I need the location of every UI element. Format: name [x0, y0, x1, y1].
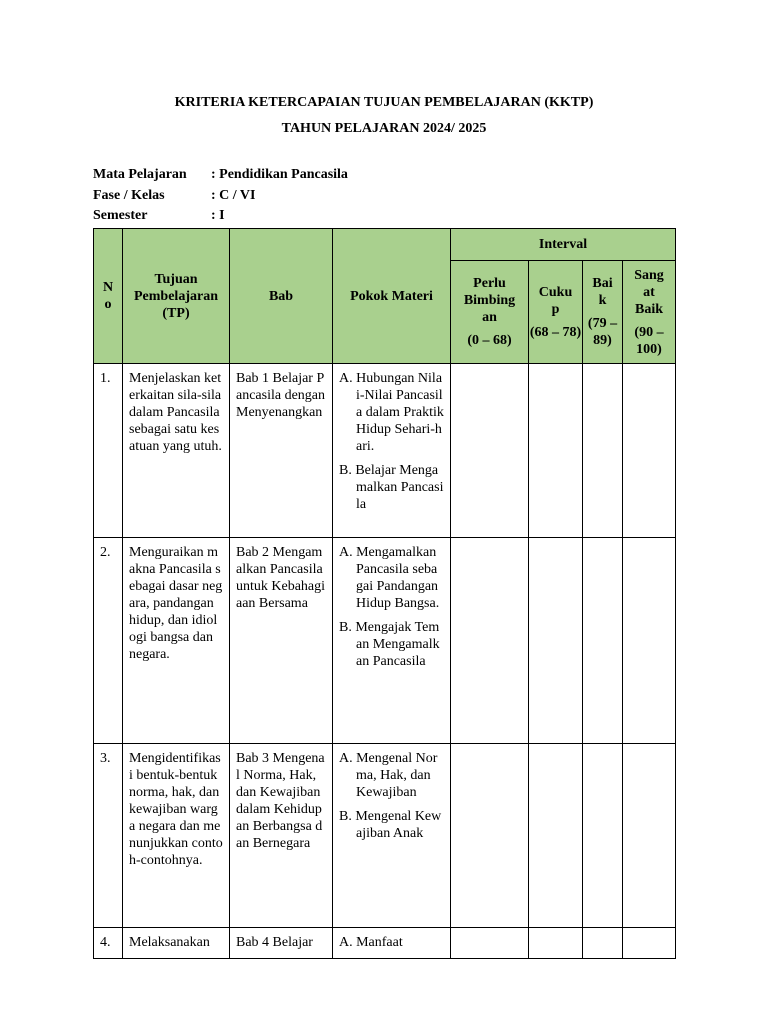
cell-perlu-bimbingan: [451, 364, 529, 538]
document-title: KRITERIA KETERCAPAIAN TUJUAN PEMBELAJARAN (KKTP): [174, 95, 594, 110]
level-name-line: Sang: [634, 267, 664, 283]
kktp-table: [93, 228, 676, 959]
meta-value: : C / VI: [211, 188, 256, 203]
header-no: [94, 229, 123, 364]
row-tp: Menguraikan makna Pancasila sebagai dasar negara, pandangan hidup, dan idiologi bangsa dan negara.: [123, 538, 230, 744]
meta-subject: [93, 166, 348, 184]
document-subtitle: TAHUN PELAJARAN 2024/ 2025: [281, 121, 487, 136]
row-materi: [333, 364, 451, 538]
materi-item: B. Mengajak Teman Mengamalkan Pancasila: [339, 620, 440, 669]
header-tp: [123, 229, 230, 364]
row-bab: Bab 1 Belajar Pancasila dengan Menyenangkan: [230, 364, 333, 538]
materi-item: A. Hubungan Nilai-Nilai Pancasila dalam Praktik Hidup Sehari-hari.: [339, 371, 444, 454]
header-pokok-label: Pokok Materi: [350, 288, 433, 304]
materi-item: A. Manfaat: [339, 935, 403, 950]
cell-sangat-baik: [623, 364, 676, 538]
header-interval: [451, 229, 676, 261]
table-row: [94, 538, 676, 744]
row-tp: Menjelaskan keterkaitan sila-sila dalam Pancasila sebagai satu kesatuan yang utuh.: [123, 364, 230, 538]
level-range: (68 – 78): [529, 324, 582, 340]
cell-baik: [583, 744, 623, 928]
level-range: (0 – 68): [467, 333, 512, 348]
level-name-line: Bai: [592, 276, 613, 291]
row-no: 4.: [94, 928, 123, 959]
header-level-perlu-bimbingan: [451, 261, 529, 364]
cell-perlu-bimbingan: [451, 538, 529, 744]
level-range: (79 – 89): [587, 316, 618, 348]
cell-cukup: [529, 364, 583, 538]
row-bab: Bab 3 Mengenal Norma, Hak, dan Kewajiban dalam Kehidupan Berbangsa dan Bernegara: [230, 744, 333, 928]
cell-cukup: [529, 538, 583, 744]
meta-value: : I: [211, 208, 225, 223]
level-range: (90 – 100): [634, 324, 664, 357]
level-name-line: p: [551, 301, 560, 317]
meta-label: Mata Pelajaran: [93, 167, 187, 182]
materi-item: A. Mengenal Norma, Hak, dan Kewajiban: [339, 751, 438, 800]
level-name-line: at: [643, 284, 655, 300]
level-name-line: Cuku: [538, 284, 573, 300]
level-name-line: Perlu: [473, 276, 506, 291]
header-bab: [230, 229, 333, 364]
level-name-line: Baik: [635, 301, 664, 317]
header-no-line: o: [104, 297, 112, 312]
header-level-sangat-baik: [623, 261, 676, 364]
cell-cukup: [529, 744, 583, 928]
row-bab: Bab 4 Belajar: [230, 928, 333, 959]
row-no: 3.: [94, 744, 123, 928]
row-tp: Melaksanakan: [123, 928, 230, 959]
table-row: [94, 928, 676, 959]
cell-baik: [583, 928, 623, 959]
meta-label: Fase / Kelas: [93, 188, 165, 203]
cell-sangat-baik: [623, 928, 676, 959]
materi-item: B. Mengenal Kewajiban Anak: [339, 809, 442, 841]
materi-item: A. Mengamalkan Pancasila sebagai Pandangan Hidup Bangsa.: [339, 545, 440, 611]
cell-perlu-bimbingan: [451, 928, 529, 959]
level-name-line: k: [598, 293, 607, 308]
meta-phase-class: [93, 187, 255, 205]
row-bab: Bab 2 Mengamalkan Pancasila untuk Kebahagiaan Bersama: [230, 538, 333, 744]
table-row: [94, 364, 676, 538]
meta-label: Semester: [93, 208, 148, 223]
header-no-line: N: [102, 280, 114, 295]
row-tp: Mengidentifikasi bentuk-bentuk norma, hak, dan kewajiban warga negara dan menunjukkan contoh-contohnya.: [123, 744, 230, 928]
row-no: 1.: [94, 364, 123, 538]
header-level-baik: [583, 261, 623, 364]
materi-item: B. Belajar Mengamalkan Pancasila: [339, 463, 444, 512]
header-pokok-materi: [333, 229, 451, 364]
level-name-line: an: [482, 310, 497, 325]
row-materi: [333, 538, 451, 744]
level-name-line: Bimbing: [463, 293, 516, 308]
cell-baik: [583, 364, 623, 538]
cell-baik: [583, 538, 623, 744]
cell-sangat-baik: [623, 538, 676, 744]
table-row: [94, 744, 676, 928]
row-no: 2.: [94, 538, 123, 744]
cell-cukup: [529, 928, 583, 959]
row-materi: [333, 744, 451, 928]
header-tp-label: Tujuan Pembelajaran (TP): [134, 271, 218, 321]
header-bab-label: Bab: [268, 288, 294, 304]
cell-perlu-bimbingan: [451, 744, 529, 928]
meta-value: : Pendidikan Pancasila: [211, 167, 348, 182]
meta-semester: [93, 207, 225, 225]
cell-sangat-baik: [623, 744, 676, 928]
row-materi: [333, 928, 451, 959]
header-level-cukup: [529, 261, 583, 364]
header-interval-label: Interval: [538, 237, 588, 252]
